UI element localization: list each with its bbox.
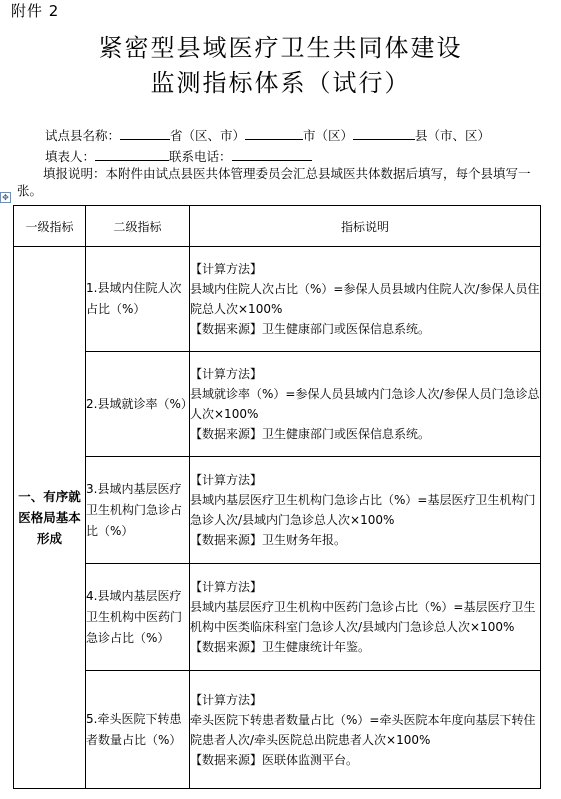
province-suffix: 省（区、市） <box>170 128 246 143</box>
county-name-label: 试点县名称： <box>45 128 121 143</box>
level1-indicator: 一、有序就医格局基本形成 <box>14 247 86 789</box>
city-suffix: 市（区） <box>303 128 354 143</box>
method-tag: 【计算方法】 <box>190 367 263 381</box>
method-tag: 【计算方法】 <box>190 580 263 594</box>
method-text: 县域就诊率（%）=参保人员县域内门急诊人次/参保人员门急诊总人次×100% <box>190 387 540 421</box>
method-text: 县域内住院人次占比（%）=参保人员县域内住院人次/参保人员住院总人次×100% <box>190 282 540 316</box>
source-text: 【数据来源】医联体监测平台。 <box>190 752 359 767</box>
indicator-description <box>190 564 541 671</box>
county-blank[interactable] <box>353 127 415 140</box>
source-text: 【数据来源】卫生健康统计年鉴。 <box>190 640 371 654</box>
level2-indicator: 5.牵头医院下转患者数量占比（%） <box>86 671 190 789</box>
indicator-description <box>190 457 541 564</box>
level2-indicator: 2.县域就诊率（%） <box>86 352 190 457</box>
table-header-row <box>14 206 541 247</box>
province-blank[interactable] <box>120 127 170 140</box>
indicator-description <box>190 671 541 789</box>
phone-blank[interactable] <box>232 148 312 161</box>
method-tag: 【计算方法】 <box>190 692 263 707</box>
phone-label: 联系电话： <box>169 149 232 164</box>
header-level1: 一级指标 <box>14 206 86 247</box>
level2-indicator: 4.县域内基层医疗卫生机构中医药门急诊占比（%） <box>86 564 190 671</box>
filler-line <box>45 147 312 165</box>
source-text: 【数据来源】卫生健康部门或医保信息系统。 <box>190 322 431 336</box>
table-row <box>14 564 541 671</box>
filler-label: 填表人： <box>45 149 96 164</box>
table-move-handle-icon[interactable]: ✥ <box>0 192 11 203</box>
county-suffix: 县（市、区） <box>415 128 491 143</box>
level2-indicator: 3.县域内基层医疗卫生机构门急诊占比（%） <box>86 457 190 564</box>
method-tag: 【计算方法】 <box>190 473 263 487</box>
indicator-description <box>190 352 541 457</box>
fill-instructions: 填报说明：本附件由试点县医共体管理委员会汇总县域医共体数据后填写，每个县填写一张。 <box>17 166 531 198</box>
method-text: 县域内基层医疗卫生机构门急诊占比（%）=基层医疗卫生机构门急诊人次/县域内门急诊总人次×100% <box>190 493 536 527</box>
county-name-line <box>45 126 490 144</box>
document-title-line2: 监测指标体系（试行） <box>150 69 411 97</box>
table-row <box>14 247 541 352</box>
table-row <box>14 457 541 564</box>
header-level2: 二级指标 <box>86 206 190 247</box>
method-text: 县域内基层医疗卫生机构中医药门急诊占比（%）=基层医疗卫生机构中医类临床科室门急诊人次/县域内门急诊总人次×100% <box>190 600 536 634</box>
source-text: 【数据来源】卫生健康部门或医保信息系统。 <box>190 427 431 441</box>
attachment-label: 附件 2 <box>11 2 60 20</box>
filler-blank[interactable] <box>95 148 169 161</box>
source-text: 【数据来源】卫生财务年报。 <box>190 533 347 547</box>
method-tag: 【计算方法】 <box>190 262 263 276</box>
table-row <box>14 671 541 789</box>
table-row <box>14 352 541 457</box>
indicator-table <box>13 205 541 789</box>
document-title-line1: 紧密型县域医疗卫生共同体建设 <box>98 34 463 62</box>
level2-indicator: 1.县域内住院人次占比（%） <box>86 247 190 352</box>
indicator-description <box>190 247 541 352</box>
header-description: 指标说明 <box>190 206 541 247</box>
method-text: 牵头医院下转患者数量占比（%）=牵头医院本年度向基层下转住院患者人次/牵头医院总出院患者人次×100% <box>190 712 536 747</box>
city-blank[interactable] <box>245 127 303 140</box>
